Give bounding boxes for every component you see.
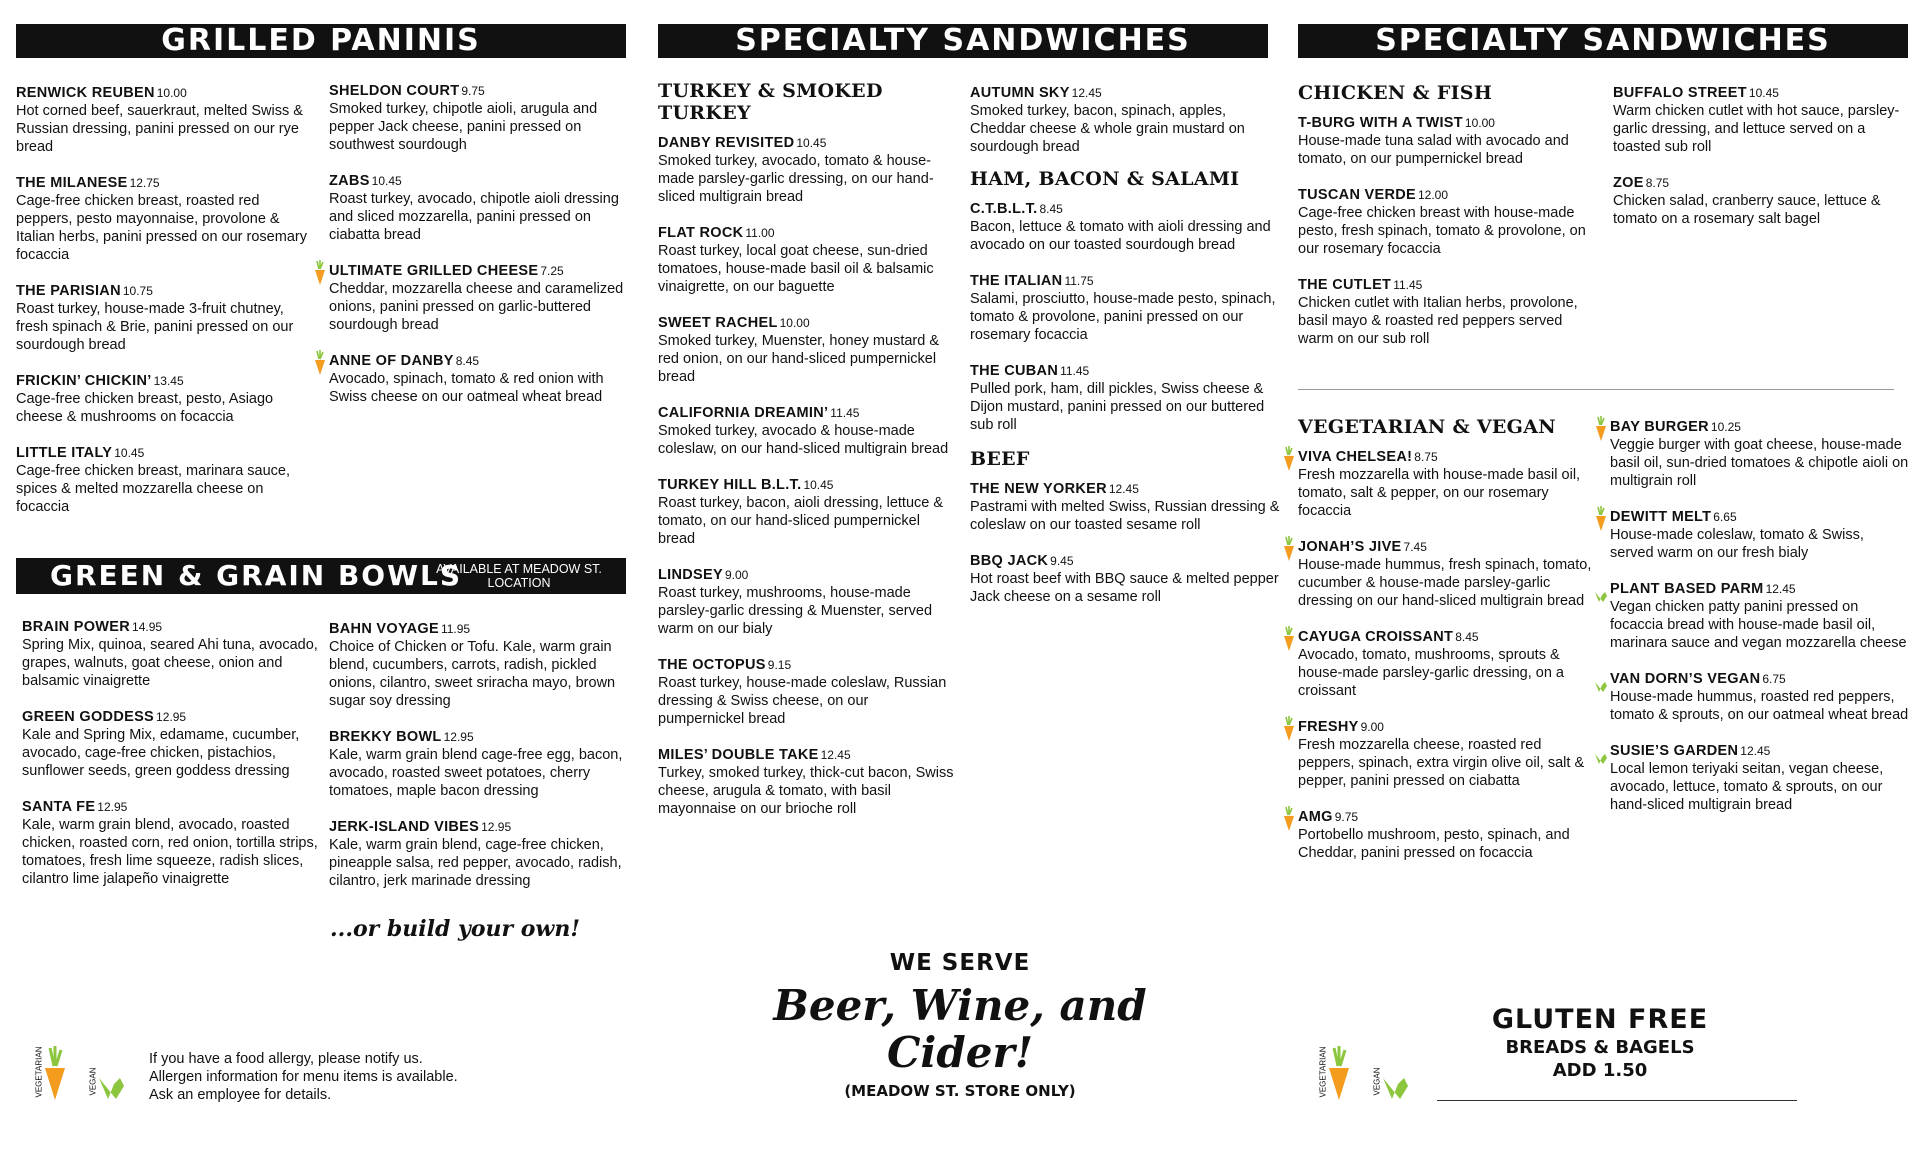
- menu-item-price: 10.25: [1710, 420, 1741, 434]
- menu-item: [1610, 418, 1910, 490]
- menu-item-description: Smoked turkey, avocado & house-made coleslaw, on our hand-sliced multigrain bread: [658, 423, 949, 457]
- menu-item-description: Roast turkey, mushrooms, house-made parsley-garlic dressing & Muenster, served warm on our bialy: [658, 585, 933, 637]
- menu-item-description: Local lemon teriyaki seitan, vegan cheese, avocado, lettuce, tomato & sprouts, on our hand-sliced multigrain bread: [1610, 761, 1884, 813]
- menu-item-price: 11.45: [1060, 364, 1090, 378]
- menu-item-name: THE MILANESE: [16, 175, 128, 191]
- menu-item: [970, 200, 1280, 254]
- menu-item: [1610, 742, 1910, 814]
- legend-vegan-label: VEGAN: [88, 1067, 98, 1096]
- menu-item: [658, 404, 958, 458]
- menu-item-description: Cheddar, mozzarella cheese and caramelized onions, panini pressed on garlic-buttered sourdough bread: [329, 281, 624, 333]
- menu-item-price: 12.45: [1108, 482, 1139, 496]
- menu-item: [1298, 718, 1598, 790]
- menu-item-name: BUFFALO STREET: [1613, 85, 1747, 101]
- menu-item-name: ZOE: [1613, 175, 1644, 191]
- menu-item-description: Cage-free chicken breast with house-made pesto, fresh spinach, tomato & provolone, on our rosemary focaccia: [1298, 205, 1586, 257]
- menu-item-price: 8.75: [1645, 176, 1670, 190]
- menu-item-name: FLAT ROCK: [658, 225, 744, 241]
- gluten-free-block: [1440, 1004, 1760, 1081]
- gluten-free-subtitle: BREADS & BAGELS: [1505, 1037, 1695, 1058]
- vegetarian-carrot-icon-2: [1326, 1046, 1352, 1107]
- panel-specialty-turkey: [640, 0, 1280, 1152]
- menu-item-description: Pulled pork, ham, dill pickles, Swiss cheese & Dijon mustard, panini pressed on our buttered sub roll: [970, 381, 1265, 433]
- vegan-leaf-icon-2: [1382, 1076, 1412, 1105]
- menu-item-description: Chicken cutlet with Italian herbs, provolone, basil mayo & roasted red peppers served warm on our sub roll: [1298, 295, 1578, 347]
- menu-item-description: Fresh mozzarella cheese, roasted red peppers, spinach, extra virgin olive oil, salt & pepper, panini pressed on ciabatta: [1298, 737, 1585, 789]
- banner-grilled-paninis: GRILLED PANINIS: [16, 24, 626, 58]
- menu-item-price: 10.00: [156, 86, 187, 100]
- menu-item-price: 9.75: [1334, 810, 1359, 824]
- turkey-column: [658, 80, 958, 836]
- menu-item-name: DEWITT MELT: [1610, 509, 1712, 525]
- legend-vegan-label-2: VEGAN: [1372, 1067, 1382, 1096]
- menu-item-description: Veggie burger with goat cheese, house-made basil oil, sun-dried tomatoes & chipotle aioli on multigrain roll: [1610, 437, 1909, 489]
- menu-item-price: 10.45: [796, 136, 827, 150]
- menu-item-price: 11.95: [440, 622, 471, 636]
- menu-item: [16, 174, 316, 264]
- menu-item: [16, 372, 316, 426]
- menu-item-price: 10.00: [1464, 116, 1495, 130]
- dietary-legend-2: [1310, 1042, 1420, 1104]
- vegan-leaf-icon: [98, 1076, 128, 1105]
- menu-item: [1610, 670, 1910, 724]
- build-your-own-text: ...or build your own!: [330, 916, 581, 942]
- menu-item-price: 10.45: [114, 446, 145, 460]
- we-serve-text: WE SERVE: [889, 950, 1031, 976]
- menu-item-description: Hot corned beef, sauerkraut, melted Swiss & Russian dressing, panini pressed on our rye bread: [16, 103, 303, 155]
- vegetarian-carrot-icon: [42, 1046, 68, 1107]
- dietary-legend: [26, 1042, 136, 1104]
- menu-item-price: 10.45: [803, 478, 834, 492]
- heading-vegetarian-vegan: VEGETARIAN & VEGAN: [1298, 416, 1556, 438]
- menu-item-price: 8.45: [1455, 630, 1479, 644]
- menu-item-name: THE CUBAN: [970, 363, 1059, 379]
- menu-item: [1298, 276, 1598, 348]
- menu-item-price: 11.00: [745, 226, 775, 240]
- menu-item-price: 12.95: [156, 710, 187, 724]
- menu-item-name: SUSIE’S GARDEN: [1610, 743, 1739, 759]
- banner-green-grain-bowls-title: GREEN & GRAIN BOWLS: [50, 559, 462, 592]
- menu-item-name: TUSCAN VERDE: [1298, 187, 1416, 203]
- menu-item-name: SWEET RACHEL: [658, 315, 778, 331]
- menu-item: [329, 172, 629, 244]
- menu-item-name: BRAIN POWER: [22, 619, 131, 635]
- menu-item-description: Portobello mushroom, pesto, spinach, and Cheddar, panini pressed on focaccia: [1298, 827, 1570, 861]
- menu-item: [658, 134, 958, 206]
- allergy-line-2: Allergen information for menu items is available.: [149, 1069, 458, 1085]
- gluten-free-price: ADD 1.50: [1552, 1060, 1648, 1081]
- drinks-line-1: Beer, Wine, and: [773, 981, 1147, 1030]
- paninis-column-2: [329, 82, 629, 424]
- bowls-column-1: [22, 618, 320, 906]
- menu-item-description: Smoked turkey, Muenster, honey mustard & red onion, on our hand-sliced pumpernickel bread: [658, 333, 940, 385]
- vegetarian-carrot-icon: [313, 260, 327, 286]
- menu-item-description: Smoked turkey, avocado, tomato & house-made parsley-garlic dressing, on our hand-sliced multigrain bread: [658, 153, 934, 205]
- menu-item-price: 12.45: [1765, 582, 1796, 596]
- menu-item-description: Spring Mix, quinoa, seared Ahi tuna, avocado, grapes, walnuts, goat cheese, onion and balsamic vinaigrette: [22, 637, 318, 689]
- menu-item-description: Bacon, lettuce & tomato with aioli dressing and avocado on our toasted sourdough bread: [970, 219, 1271, 253]
- heading-ham-bacon-salami: HAM, BACON & SALAMI: [970, 168, 1240, 190]
- vegetarian-carrot-icon: [1282, 716, 1296, 742]
- menu-item-name: MILES’ DOUBLE TAKE: [658, 747, 819, 763]
- menu-item: [16, 84, 316, 156]
- menu-item-price: 6.75: [1762, 672, 1786, 686]
- menu-item: [658, 314, 958, 386]
- vegetarian-carrot-icon: [1282, 626, 1296, 652]
- menu-item: [329, 818, 629, 890]
- menu-item: [658, 566, 958, 638]
- menu-item-price: 9.15: [767, 658, 792, 672]
- menu-item-description: Cage-free chicken breast, pesto, Asiago cheese & mushrooms on focaccia: [16, 391, 274, 425]
- menu-item-description: House-made coleslaw, tomato & Swiss, served warm on our fresh bialy: [1610, 527, 1864, 561]
- menu-item: [658, 224, 958, 296]
- menu-item-description: Salami, prosciutto, house-made pesto, spinach, tomato & provolone, panini pressed on our rosemary focaccia: [970, 291, 1276, 343]
- menu-item-name: T-BURG WITH A TWIST: [1298, 115, 1463, 131]
- menu-item-price: 8.45: [1039, 202, 1063, 216]
- menu-item-name: PLANT BASED PARM: [1610, 581, 1764, 597]
- menu-item-name: BREKKY BOWL: [329, 729, 442, 745]
- panel-grilled-paninis: [0, 0, 640, 1152]
- menu-item-price: 12.95: [481, 820, 512, 834]
- menu-item: [22, 618, 320, 690]
- heading-chicken-fish: CHICKEN & FISH: [1298, 82, 1493, 104]
- menu-item: [970, 84, 1280, 156]
- menu-item-description: House-made hummus, roasted red peppers, tomato & sprouts, on our oatmeal wheat bread: [1610, 689, 1909, 723]
- menu-item-description: Roast turkey, avocado, chipotle aioli dressing and sliced mozzarella, panini pressed on ciabatta bread: [329, 191, 619, 243]
- menu-item-description: Choice of Chicken or Tofu. Kale, warm grain blend, cucumbers, carrots, radish, pickled onions, cilantro, sweet sriracha mayo, brown sugar soy dressing: [329, 639, 616, 709]
- banner-specialty-sandwiches-1: SPECIALTY SANDWICHES: [658, 24, 1268, 58]
- paninis-column-1: [16, 84, 316, 534]
- menu-item-price: 10.45: [1748, 86, 1779, 100]
- menu-item-description: Turkey, smoked turkey, thick-cut bacon, Swiss cheese, arugula & tomato, with basil mayonnaise on our brioche roll: [658, 765, 954, 817]
- bowls-column-2: [329, 620, 629, 908]
- legend-vegetarian-label-2: VEGETARIAN: [1318, 1046, 1328, 1098]
- menu-item-name: LITTLE ITALY: [16, 445, 113, 461]
- menu-item-description: Kale and Spring Mix, edamame, cucumber, avocado, cage-free chicken, pistachios, sunflower seeds, green goddess dressing: [22, 727, 300, 779]
- menu-item-price: 9.45: [1050, 554, 1074, 568]
- menu-item-price: 7.45: [1403, 540, 1427, 554]
- menu-item-description: Cage-free chicken breast, roasted red peppers, pesto mayonnaise, provolone & Italian herbs, panini pressed on our rosemary focaccia: [16, 193, 307, 263]
- menu-item-price: 12.00: [1418, 188, 1449, 202]
- menu-item-description: Warm chicken cutlet with hot sauce, parsley-garlic dressing, and lettuce served on a toasted sub roll: [1613, 103, 1900, 155]
- veg-column-2: [1610, 418, 1910, 832]
- menu-item-price: 12.95: [443, 730, 474, 744]
- menu-item-description: Smoked turkey, chipotle aioli, arugula and pepper Jack cheese, panini pressed on southwest sourdough: [329, 101, 598, 153]
- bowls-availability-note: AVAILABLE AT MEADOW ST. LOCATION: [436, 562, 602, 590]
- vegetarian-carrot-icon: [1282, 536, 1296, 562]
- menu-item-price: 12.45: [1071, 86, 1102, 100]
- menu-item-name: BAHN VOYAGE: [329, 621, 439, 637]
- menu-item: [1298, 448, 1598, 520]
- menu-item-description: Kale, warm grain blend, cage-free chicken, pineapple salsa, red pepper, avocado, radish, cilantro, jerk marinade dressing: [329, 837, 622, 889]
- menu-item: [970, 552, 1280, 606]
- menu-item-description: House-made tuna salad with avocado and tomato, on our pumpernickel bread: [1298, 133, 1569, 167]
- menu-item-price: 14.95: [132, 620, 163, 634]
- menu-item: [1610, 580, 1910, 652]
- menu-item-name: ANNE OF DANBY: [329, 353, 454, 369]
- menu-item-name: GREEN GODDESS: [22, 709, 155, 725]
- vegetarian-carrot-icon: [313, 350, 327, 376]
- menu-item-price: 9.00: [724, 568, 749, 582]
- menu-item-name: THE CUTLET: [1298, 277, 1392, 293]
- heading-turkey: TURKEY & SMOKED TURKEY: [658, 80, 883, 124]
- menu-item-description: Avocado, tomato, mushrooms, sprouts & house-made parsley-garlic dressing, on a croissant: [1298, 647, 1564, 699]
- menu-item: [1610, 508, 1910, 562]
- menu-item-name: DANBY REVISITED: [658, 135, 795, 151]
- gluten-underline: [1437, 1100, 1797, 1101]
- menu-item-price: 12.75: [129, 176, 160, 190]
- menu-item-description: Smoked turkey, bacon, spinach, apples, Cheddar cheese & whole grain mustard on sourdough bread: [970, 103, 1245, 155]
- menu-item-price: 13.45: [153, 374, 184, 388]
- menu-item-name: SANTA FE: [22, 799, 96, 815]
- menu-item: [970, 272, 1280, 344]
- menu-item-description: Roast turkey, house-made 3-fruit chutney, fresh spinach & Brie, panini pressed on our sourdough bread: [16, 301, 294, 353]
- drinks-promo: [770, 950, 1150, 1100]
- menu-item-description: Vegan chicken patty panini pressed on focaccia bread with house-made basil oil, marinara sauce and vegan mozzarella cheese: [1610, 599, 1907, 651]
- menu-item: [1613, 174, 1913, 228]
- menu-item-price: 12.95: [97, 800, 128, 814]
- menu-item-description: Chicken salad, cranberry sauce, lettuce & tomato on a rosemary salt bagel: [1613, 193, 1881, 227]
- menu-item-description: Fresh mozzarella with house-made basil oil, tomato, salt & pepper, on our rosemary focaccia: [1298, 467, 1581, 519]
- menu-item-price: 11.75: [1064, 274, 1094, 288]
- menu-item-description: Roast turkey, house-made coleslaw, Russian dressing & Swiss cheese, on our pumpernickel bread: [658, 675, 947, 727]
- vegetarian-carrot-icon: [1594, 416, 1608, 442]
- menu-item-description: Avocado, spinach, tomato & red onion with Swiss cheese on our oatmeal wheat bread: [329, 371, 604, 405]
- menu-item: [329, 262, 629, 334]
- panel-specialty-chicken-veg: [1280, 0, 1920, 1152]
- menu-item-description: Hot roast beef with BBQ sauce & melted pepper Jack cheese on a sesame roll: [970, 571, 1279, 605]
- menu-item: [1298, 628, 1598, 700]
- menu-item-name: CALIFORNIA DREAMIN’: [658, 405, 829, 421]
- vegetarian-carrot-icon: [1282, 806, 1296, 832]
- menu-item-name: TURKEY HILL B.L.T.: [658, 477, 802, 493]
- menu-item-description: Pastrami with melted Swiss, Russian dressing & coleslaw on our toasted sesame roll: [970, 499, 1280, 533]
- menu-item-name: THE ITALIAN: [970, 273, 1063, 289]
- menu-item-name: FRICKIN’ CHICKIN’: [16, 373, 152, 389]
- menu-item: [16, 282, 316, 354]
- menu-item-price: 9.75: [461, 84, 485, 98]
- menu-item-name: AUTUMN SKY: [970, 85, 1070, 101]
- chicken-column-1: [1298, 82, 1598, 366]
- menu-item: [22, 708, 320, 780]
- menu-item-price: 12.45: [1740, 744, 1771, 758]
- menu-item-name: AMG: [1298, 809, 1333, 825]
- menu-item-name: FRESHY: [1298, 719, 1359, 735]
- menu-item-price: 11.45: [1393, 278, 1423, 292]
- vegan-leaf-icon: [1594, 578, 1608, 604]
- menu-item: [970, 362, 1280, 434]
- menu-item-description: Kale, warm grain blend cage-free egg, bacon, avocado, roasted sweet potatoes, cherry tomatoes, maple bacon dressing: [329, 747, 623, 799]
- menu-item-price: 10.45: [371, 174, 402, 188]
- drinks-line-2: Cider!: [886, 1028, 1034, 1077]
- menu-item-name: THE NEW YORKER: [970, 481, 1107, 497]
- menu-item: [970, 480, 1280, 534]
- menu-item-name: ZABS: [329, 173, 370, 189]
- menu-item: [1298, 186, 1598, 258]
- menu-item-name: ULTIMATE GRILLED CHEESE: [329, 263, 539, 279]
- menu-item: [329, 620, 629, 710]
- menu-item-price: 8.75: [1414, 450, 1438, 464]
- menu-item: [1298, 538, 1598, 610]
- menu-item: [658, 476, 958, 548]
- heading-beef: BEEF: [970, 448, 1030, 470]
- menu-item-name: CAYUGA CROISSANT: [1298, 629, 1454, 645]
- menu-item: [16, 444, 316, 516]
- allergy-notice: [149, 1050, 529, 1104]
- vegetarian-carrot-icon: [1282, 446, 1296, 472]
- allergy-line-3: Ask an employee for details.: [149, 1087, 332, 1103]
- chicken-column-2: [1613, 84, 1913, 246]
- menu-item-name: LINDSEY: [658, 567, 723, 583]
- menu-item-name: VAN DORN’S VEGAN: [1610, 671, 1761, 687]
- menu-item-name: BAY BURGER: [1610, 419, 1709, 435]
- menu-item-name: SHELDON COURT: [329, 83, 460, 99]
- menu-item-description: House-made hummus, fresh spinach, tomato, cucumber & house-made parsley-garlic dressing on our hand-sliced multigrain bread: [1298, 557, 1592, 609]
- menu-item-price: 6.65: [1713, 510, 1737, 524]
- menu-item: [1298, 114, 1598, 168]
- gluten-free-title: GLUTEN FREE: [1491, 1004, 1709, 1035]
- banner-green-grain-bowls: [16, 558, 626, 594]
- menu-item: [329, 728, 629, 800]
- menu-item-description: Roast turkey, local goat cheese, sun-dried tomatoes, house-made basil oil & balsamic vinaigrette, on our baguette: [658, 243, 934, 295]
- menu-item-name: THE OCTOPUS: [658, 657, 766, 673]
- banner-specialty-sandwiches-2: SPECIALTY SANDWICHES: [1298, 24, 1908, 58]
- menu-item-name: THE PARISIAN: [16, 283, 121, 299]
- drinks-location-note: (MEADOW ST. STORE ONLY): [844, 1082, 1076, 1100]
- legend-vegetarian-label: VEGETARIAN: [34, 1046, 44, 1098]
- menu-item: [329, 82, 629, 154]
- allergy-line-1: If you have a food allergy, please notify us.: [149, 1051, 423, 1067]
- menu-item: [1298, 808, 1598, 862]
- specialty-column-2: [970, 84, 1280, 624]
- vegan-leaf-icon: [1594, 740, 1608, 766]
- menu-item-name: VIVA CHELSEA!: [1298, 449, 1413, 465]
- menu-item: [22, 798, 320, 888]
- menu-item-price: 7.25: [540, 264, 564, 278]
- menu-item: [658, 746, 958, 818]
- vegan-leaf-icon: [1594, 668, 1608, 694]
- menu-item-price: 9.00: [1360, 720, 1384, 734]
- menu-item: [658, 656, 958, 728]
- menu-item-price: 8.45: [455, 354, 480, 368]
- menu-item-name: RENWICK REUBEN: [16, 85, 155, 101]
- vegetarian-carrot-icon: [1594, 506, 1608, 532]
- veg-column-1: [1298, 416, 1598, 880]
- menu-item-price: 12.45: [820, 748, 851, 762]
- menu-item-description: Kale, warm grain blend, avocado, roasted chicken, roasted corn, red onion, tortilla strips, tomatoes, fresh lime squeeze, radish slices, cilantro lime jalapeño vinaigrette: [22, 817, 318, 887]
- menu-item-description: Roast turkey, bacon, aioli dressing, lettuce & tomato, on our hand-sliced pumpernickel bread: [658, 495, 944, 547]
- menu-item-price: 11.45: [830, 406, 860, 420]
- menu-item-description: Cage-free chicken breast, marinara sauce, spices & melted mozzarella cheese on focaccia: [16, 463, 291, 515]
- menu-item-name: JERK-ISLAND VIBES: [329, 819, 480, 835]
- menu-item: [329, 352, 629, 406]
- menu-item-name: C.T.B.L.T.: [970, 201, 1038, 217]
- menu-item-price: 10.75: [122, 284, 153, 298]
- menu-item-price: 10.00: [779, 316, 810, 330]
- menu-item: [1613, 84, 1913, 156]
- section-divider: [1298, 389, 1894, 390]
- menu-item-name: JONAH’S JIVE: [1298, 539, 1402, 555]
- menu-item-name: BBQ JACK: [970, 553, 1049, 569]
